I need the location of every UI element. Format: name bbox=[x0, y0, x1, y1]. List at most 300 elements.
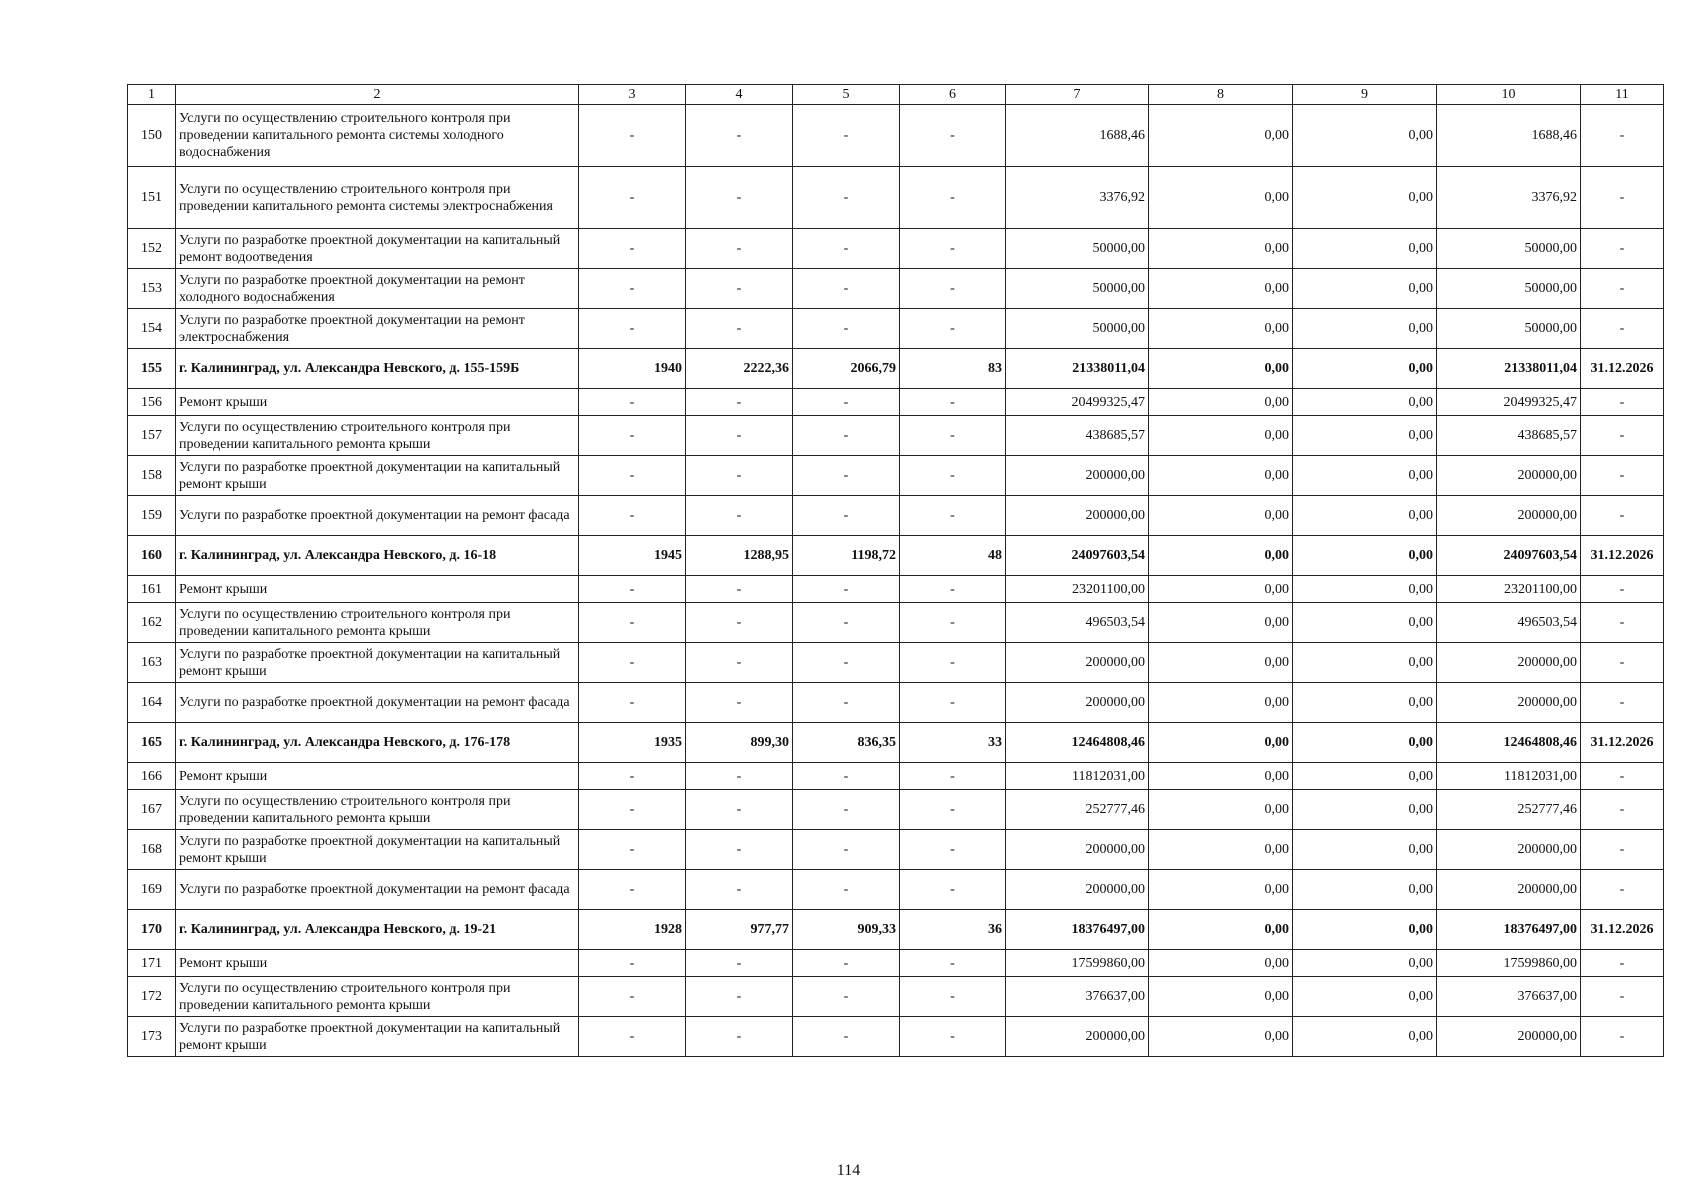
col-9-value: 0,00 bbox=[1293, 790, 1437, 830]
col-6-value: - bbox=[900, 496, 1006, 536]
row-name: Ремонт крыши bbox=[176, 763, 579, 790]
col-9-value: 0,00 bbox=[1293, 1017, 1437, 1057]
row-name: г. Калининград, ул. Александра Невского, д. 176-178 bbox=[176, 723, 579, 763]
col-5-value: - bbox=[793, 763, 900, 790]
col-6-value: - bbox=[900, 790, 1006, 830]
col-8-value: 0,00 bbox=[1149, 536, 1293, 576]
col-4-value: 899,30 bbox=[686, 723, 793, 763]
col-10-value: 200000,00 bbox=[1437, 870, 1581, 910]
col-4-value: - bbox=[686, 643, 793, 683]
col-4-value: - bbox=[686, 870, 793, 910]
col-11-value: - bbox=[1581, 309, 1664, 349]
col-5-value: - bbox=[793, 950, 900, 977]
header-cell-8: 8 bbox=[1149, 85, 1293, 105]
table-row bbox=[128, 1017, 1664, 1057]
col-10-value: 200000,00 bbox=[1437, 683, 1581, 723]
row-name: Услуги по разработке проектной документации на капитальный ремонт крыши bbox=[176, 643, 579, 683]
row-name: Услуги по разработке проектной документации на ремонт фасада bbox=[176, 870, 579, 910]
col-3-value: - bbox=[579, 576, 686, 603]
table-row bbox=[128, 870, 1664, 910]
col-11-value: - bbox=[1581, 229, 1664, 269]
table-row bbox=[128, 105, 1664, 167]
col-5-value: - bbox=[793, 977, 900, 1017]
table-row bbox=[128, 416, 1664, 456]
row-number: 152 bbox=[128, 229, 176, 269]
document-sheet bbox=[127, 84, 1663, 1057]
col-7-value: 24097603,54 bbox=[1006, 536, 1149, 576]
col-8-value: 0,00 bbox=[1149, 456, 1293, 496]
col-5-value: - bbox=[793, 389, 900, 416]
col-3-value: - bbox=[579, 416, 686, 456]
row-name: Услуги по осуществлению строительного контроля при проведении капитального ремонта крыши bbox=[176, 977, 579, 1017]
col-5-value: - bbox=[793, 105, 900, 167]
col-10-value: 12464808,46 bbox=[1437, 723, 1581, 763]
col-7-value: 17599860,00 bbox=[1006, 950, 1149, 977]
col-7-value: 50000,00 bbox=[1006, 309, 1149, 349]
col-4-value: - bbox=[686, 950, 793, 977]
col-4-value: - bbox=[686, 309, 793, 349]
header-cell-10: 10 bbox=[1437, 85, 1581, 105]
row-name: Ремонт крыши bbox=[176, 389, 579, 416]
row-name: Услуги по разработке проектной документации на ремонт электроснабжения bbox=[176, 309, 579, 349]
col-11-value: 31.12.2026 bbox=[1581, 349, 1664, 389]
header-cell-7: 7 bbox=[1006, 85, 1149, 105]
col-8-value: 0,00 bbox=[1149, 576, 1293, 603]
col-8-value: 0,00 bbox=[1149, 790, 1293, 830]
table-row bbox=[128, 977, 1664, 1017]
col-6-value: - bbox=[900, 309, 1006, 349]
col-9-value: 0,00 bbox=[1293, 977, 1437, 1017]
table-header bbox=[128, 85, 1664, 105]
col-6-value: 33 bbox=[900, 723, 1006, 763]
capital-repair-table bbox=[127, 84, 1664, 1057]
col-8-value: 0,00 bbox=[1149, 105, 1293, 167]
col-11-value: - bbox=[1581, 496, 1664, 536]
row-name: Услуги по осуществлению строительного контроля при проведении капитального ремонта системы электроснабжения bbox=[176, 167, 579, 229]
col-10-value: 20499325,47 bbox=[1437, 389, 1581, 416]
col-6-value: - bbox=[900, 1017, 1006, 1057]
col-9-value: 0,00 bbox=[1293, 950, 1437, 977]
col-10-value: 50000,00 bbox=[1437, 229, 1581, 269]
col-10-value: 11812031,00 bbox=[1437, 763, 1581, 790]
col-5-value: - bbox=[793, 603, 900, 643]
col-4-value: - bbox=[686, 830, 793, 870]
col-10-value: 21338011,04 bbox=[1437, 349, 1581, 389]
row-number: 160 bbox=[128, 536, 176, 576]
col-4-value: 1288,95 bbox=[686, 536, 793, 576]
row-number: 168 bbox=[128, 830, 176, 870]
col-7-value: 20499325,47 bbox=[1006, 389, 1149, 416]
row-name: Услуги по осуществлению строительного контроля при проведении капитального ремонта системы холодного водоснабжения bbox=[176, 105, 579, 167]
col-6-value: - bbox=[900, 683, 1006, 723]
col-11-value: - bbox=[1581, 456, 1664, 496]
row-number: 171 bbox=[128, 950, 176, 977]
row-number: 169 bbox=[128, 870, 176, 910]
col-9-value: 0,00 bbox=[1293, 603, 1437, 643]
table-row bbox=[128, 309, 1664, 349]
row-number: 162 bbox=[128, 603, 176, 643]
col-3-value: - bbox=[579, 229, 686, 269]
col-3-value: - bbox=[579, 105, 686, 167]
col-7-value: 438685,57 bbox=[1006, 416, 1149, 456]
header-cell-4: 4 bbox=[686, 85, 793, 105]
col-8-value: 0,00 bbox=[1149, 416, 1293, 456]
header-cell-3: 3 bbox=[579, 85, 686, 105]
col-4-value: - bbox=[686, 269, 793, 309]
col-6-value: - bbox=[900, 389, 1006, 416]
row-name: Ремонт крыши bbox=[176, 576, 579, 603]
col-6-value: - bbox=[900, 950, 1006, 977]
col-11-value: - bbox=[1581, 389, 1664, 416]
col-8-value: 0,00 bbox=[1149, 229, 1293, 269]
row-number: 164 bbox=[128, 683, 176, 723]
col-6-value: - bbox=[900, 870, 1006, 910]
col-9-value: 0,00 bbox=[1293, 456, 1437, 496]
col-8-value: 0,00 bbox=[1149, 349, 1293, 389]
col-9-value: 0,00 bbox=[1293, 349, 1437, 389]
col-3-value: - bbox=[579, 950, 686, 977]
col-11-value: - bbox=[1581, 603, 1664, 643]
col-11-value: - bbox=[1581, 790, 1664, 830]
header-cell-5: 5 bbox=[793, 85, 900, 105]
col-9-value: 0,00 bbox=[1293, 830, 1437, 870]
header-cell-2: 2 bbox=[176, 85, 579, 105]
col-8-value: 0,00 bbox=[1149, 269, 1293, 309]
table-row bbox=[128, 496, 1664, 536]
col-9-value: 0,00 bbox=[1293, 723, 1437, 763]
row-number: 156 bbox=[128, 389, 176, 416]
row-number: 155 bbox=[128, 349, 176, 389]
row-name: г. Калининград, ул. Александра Невского, д. 16-18 bbox=[176, 536, 579, 576]
col-7-value: 12464808,46 bbox=[1006, 723, 1149, 763]
col-3-value: - bbox=[579, 456, 686, 496]
col-7-value: 200000,00 bbox=[1006, 1017, 1149, 1057]
col-6-value: - bbox=[900, 603, 1006, 643]
row-number: 154 bbox=[128, 309, 176, 349]
col-3-value: - bbox=[579, 389, 686, 416]
row-number: 153 bbox=[128, 269, 176, 309]
col-10-value: 200000,00 bbox=[1437, 456, 1581, 496]
col-5-value: 1198,72 bbox=[793, 536, 900, 576]
col-3-value: - bbox=[579, 603, 686, 643]
col-4-value: - bbox=[686, 229, 793, 269]
col-7-value: 200000,00 bbox=[1006, 830, 1149, 870]
col-8-value: 0,00 bbox=[1149, 683, 1293, 723]
table-row bbox=[128, 790, 1664, 830]
row-name: Услуги по разработке проектной документации на ремонт фасада bbox=[176, 683, 579, 723]
row-name: Услуги по разработке проектной документации на капитальный ремонт крыши bbox=[176, 830, 579, 870]
col-11-value: 31.12.2026 bbox=[1581, 723, 1664, 763]
col-9-value: 0,00 bbox=[1293, 870, 1437, 910]
col-11-value: - bbox=[1581, 683, 1664, 723]
col-9-value: 0,00 bbox=[1293, 309, 1437, 349]
col-8-value: 0,00 bbox=[1149, 723, 1293, 763]
col-4-value: - bbox=[686, 576, 793, 603]
col-4-value: - bbox=[686, 389, 793, 416]
row-number: 170 bbox=[128, 910, 176, 950]
table-row bbox=[128, 229, 1664, 269]
col-6-value: - bbox=[900, 167, 1006, 229]
col-3-value: 1940 bbox=[579, 349, 686, 389]
col-7-value: 200000,00 bbox=[1006, 496, 1149, 536]
col-10-value: 252777,46 bbox=[1437, 790, 1581, 830]
table-row bbox=[128, 167, 1664, 229]
col-10-value: 200000,00 bbox=[1437, 496, 1581, 536]
col-6-value: - bbox=[900, 456, 1006, 496]
col-8-value: 0,00 bbox=[1149, 167, 1293, 229]
col-11-value: - bbox=[1581, 167, 1664, 229]
table-row bbox=[128, 603, 1664, 643]
table-row bbox=[128, 950, 1664, 977]
col-9-value: 0,00 bbox=[1293, 167, 1437, 229]
row-number: 166 bbox=[128, 763, 176, 790]
col-3-value: 1945 bbox=[579, 536, 686, 576]
col-11-value: - bbox=[1581, 576, 1664, 603]
col-5-value: 909,33 bbox=[793, 910, 900, 950]
col-10-value: 17599860,00 bbox=[1437, 950, 1581, 977]
col-11-value: - bbox=[1581, 1017, 1664, 1057]
col-7-value: 11812031,00 bbox=[1006, 763, 1149, 790]
row-number: 157 bbox=[128, 416, 176, 456]
table-row bbox=[128, 576, 1664, 603]
col-10-value: 376637,00 bbox=[1437, 977, 1581, 1017]
row-number: 150 bbox=[128, 105, 176, 167]
table-row bbox=[128, 349, 1664, 389]
col-10-value: 24097603,54 bbox=[1437, 536, 1581, 576]
table-row bbox=[128, 389, 1664, 416]
col-6-value: - bbox=[900, 643, 1006, 683]
col-5-value: - bbox=[793, 496, 900, 536]
row-name: Услуги по разработке проектной документации на капитальный ремонт водоотведения bbox=[176, 229, 579, 269]
col-4-value: - bbox=[686, 977, 793, 1017]
col-8-value: 0,00 bbox=[1149, 830, 1293, 870]
col-4-value: 977,77 bbox=[686, 910, 793, 950]
col-10-value: 18376497,00 bbox=[1437, 910, 1581, 950]
header-row bbox=[128, 85, 1664, 105]
col-8-value: 0,00 bbox=[1149, 977, 1293, 1017]
col-5-value: 836,35 bbox=[793, 723, 900, 763]
col-9-value: 0,00 bbox=[1293, 229, 1437, 269]
col-10-value: 23201100,00 bbox=[1437, 576, 1581, 603]
row-name: Услуги по разработке проектной документации на капитальный ремонт крыши bbox=[176, 1017, 579, 1057]
col-7-value: 21338011,04 bbox=[1006, 349, 1149, 389]
col-5-value: 2066,79 bbox=[793, 349, 900, 389]
col-9-value: 0,00 bbox=[1293, 416, 1437, 456]
col-8-value: 0,00 bbox=[1149, 496, 1293, 536]
col-3-value: - bbox=[579, 830, 686, 870]
col-5-value: - bbox=[793, 576, 900, 603]
col-4-value: - bbox=[686, 496, 793, 536]
col-3-value: - bbox=[579, 167, 686, 229]
col-9-value: 0,00 bbox=[1293, 105, 1437, 167]
row-number: 151 bbox=[128, 167, 176, 229]
col-7-value: 1688,46 bbox=[1006, 105, 1149, 167]
col-7-value: 200000,00 bbox=[1006, 643, 1149, 683]
table-row bbox=[128, 763, 1664, 790]
col-4-value: - bbox=[686, 456, 793, 496]
col-5-value: - bbox=[793, 416, 900, 456]
col-8-value: 0,00 bbox=[1149, 763, 1293, 790]
col-7-value: 23201100,00 bbox=[1006, 576, 1149, 603]
col-5-value: - bbox=[793, 456, 900, 496]
header-cell-6: 6 bbox=[900, 85, 1006, 105]
col-8-value: 0,00 bbox=[1149, 309, 1293, 349]
col-10-value: 200000,00 bbox=[1437, 830, 1581, 870]
col-3-value: 1935 bbox=[579, 723, 686, 763]
col-11-value: - bbox=[1581, 950, 1664, 977]
col-5-value: - bbox=[793, 167, 900, 229]
col-4-value: - bbox=[686, 1017, 793, 1057]
col-9-value: 0,00 bbox=[1293, 536, 1437, 576]
col-11-value: 31.12.2026 bbox=[1581, 910, 1664, 950]
col-7-value: 3376,92 bbox=[1006, 167, 1149, 229]
col-5-value: - bbox=[793, 830, 900, 870]
col-11-value: 31.12.2026 bbox=[1581, 536, 1664, 576]
col-6-value: - bbox=[900, 105, 1006, 167]
row-name: Услуги по осуществлению строительного контроля при проведении капитального ремонта крыши bbox=[176, 416, 579, 456]
row-number: 167 bbox=[128, 790, 176, 830]
col-7-value: 200000,00 bbox=[1006, 870, 1149, 910]
col-9-value: 0,00 bbox=[1293, 576, 1437, 603]
col-4-value: - bbox=[686, 683, 793, 723]
col-10-value: 200000,00 bbox=[1437, 643, 1581, 683]
col-6-value: 83 bbox=[900, 349, 1006, 389]
col-6-value: 36 bbox=[900, 910, 1006, 950]
row-number: 172 bbox=[128, 977, 176, 1017]
col-11-value: - bbox=[1581, 977, 1664, 1017]
row-number: 163 bbox=[128, 643, 176, 683]
col-7-value: 18376497,00 bbox=[1006, 910, 1149, 950]
row-number: 159 bbox=[128, 496, 176, 536]
col-5-value: - bbox=[793, 790, 900, 830]
table-row bbox=[128, 269, 1664, 309]
col-3-value: - bbox=[579, 683, 686, 723]
col-8-value: 0,00 bbox=[1149, 603, 1293, 643]
header-cell-9: 9 bbox=[1293, 85, 1437, 105]
col-6-value: - bbox=[900, 229, 1006, 269]
row-number: 173 bbox=[128, 1017, 176, 1057]
col-9-value: 0,00 bbox=[1293, 496, 1437, 536]
col-5-value: - bbox=[793, 683, 900, 723]
row-name: г. Калининград, ул. Александра Невского, д. 155-159Б bbox=[176, 349, 579, 389]
col-9-value: 0,00 bbox=[1293, 763, 1437, 790]
row-number: 161 bbox=[128, 576, 176, 603]
col-11-value: - bbox=[1581, 643, 1664, 683]
table-row bbox=[128, 830, 1664, 870]
col-4-value: 2222,36 bbox=[686, 349, 793, 389]
col-3-value: - bbox=[579, 496, 686, 536]
col-6-value: - bbox=[900, 977, 1006, 1017]
col-9-value: 0,00 bbox=[1293, 910, 1437, 950]
table-row bbox=[128, 683, 1664, 723]
col-8-value: 0,00 bbox=[1149, 389, 1293, 416]
col-3-value: - bbox=[579, 1017, 686, 1057]
row-name: Услуги по осуществлению строительного контроля при проведении капитального ремонта крыши bbox=[176, 790, 579, 830]
col-10-value: 50000,00 bbox=[1437, 269, 1581, 309]
row-number: 165 bbox=[128, 723, 176, 763]
col-11-value: - bbox=[1581, 269, 1664, 309]
col-5-value: - bbox=[793, 309, 900, 349]
col-8-value: 0,00 bbox=[1149, 910, 1293, 950]
table-row bbox=[128, 536, 1664, 576]
col-10-value: 438685,57 bbox=[1437, 416, 1581, 456]
col-8-value: 0,00 bbox=[1149, 1017, 1293, 1057]
table-row bbox=[128, 643, 1664, 683]
col-9-value: 0,00 bbox=[1293, 269, 1437, 309]
col-4-value: - bbox=[686, 105, 793, 167]
col-11-value: - bbox=[1581, 830, 1664, 870]
row-name: Услуги по разработке проектной документации на ремонт холодного водоснабжения bbox=[176, 269, 579, 309]
col-10-value: 1688,46 bbox=[1437, 105, 1581, 167]
col-6-value: - bbox=[900, 830, 1006, 870]
col-3-value: - bbox=[579, 763, 686, 790]
col-8-value: 0,00 bbox=[1149, 870, 1293, 910]
col-3-value: - bbox=[579, 643, 686, 683]
col-9-value: 0,00 bbox=[1293, 389, 1437, 416]
col-5-value: - bbox=[793, 229, 900, 269]
col-11-value: - bbox=[1581, 870, 1664, 910]
col-9-value: 0,00 bbox=[1293, 643, 1437, 683]
col-5-value: - bbox=[793, 643, 900, 683]
row-number: 158 bbox=[128, 456, 176, 496]
table-body bbox=[128, 105, 1664, 1057]
page-number: 114 bbox=[836, 1162, 861, 1179]
col-6-value: 48 bbox=[900, 536, 1006, 576]
table-row bbox=[128, 723, 1664, 763]
col-8-value: 0,00 bbox=[1149, 643, 1293, 683]
col-7-value: 50000,00 bbox=[1006, 269, 1149, 309]
col-3-value: - bbox=[579, 269, 686, 309]
col-10-value: 496503,54 bbox=[1437, 603, 1581, 643]
col-7-value: 376637,00 bbox=[1006, 977, 1149, 1017]
col-4-value: - bbox=[686, 603, 793, 643]
col-11-value: - bbox=[1581, 416, 1664, 456]
col-5-value: - bbox=[793, 1017, 900, 1057]
col-6-value: - bbox=[900, 416, 1006, 456]
row-name: Услуги по разработке проектной документации на ремонт фасада bbox=[176, 496, 579, 536]
col-7-value: 200000,00 bbox=[1006, 456, 1149, 496]
col-6-value: - bbox=[900, 576, 1006, 603]
row-name: Услуги по разработке проектной документации на капитальный ремонт крыши bbox=[176, 456, 579, 496]
col-11-value: - bbox=[1581, 105, 1664, 167]
col-4-value: - bbox=[686, 416, 793, 456]
table-row bbox=[128, 456, 1664, 496]
col-4-value: - bbox=[686, 167, 793, 229]
col-8-value: 0,00 bbox=[1149, 950, 1293, 977]
col-10-value: 200000,00 bbox=[1437, 1017, 1581, 1057]
row-name: г. Калининград, ул. Александра Невского, д. 19-21 bbox=[176, 910, 579, 950]
col-5-value: - bbox=[793, 269, 900, 309]
col-6-value: - bbox=[900, 269, 1006, 309]
col-10-value: 50000,00 bbox=[1437, 309, 1581, 349]
header-cell-1: 1 bbox=[128, 85, 176, 105]
col-5-value: - bbox=[793, 870, 900, 910]
col-7-value: 496503,54 bbox=[1006, 603, 1149, 643]
col-11-value: - bbox=[1581, 763, 1664, 790]
row-name: Ремонт крыши bbox=[176, 950, 579, 977]
header-cell-11: 11 bbox=[1581, 85, 1664, 105]
col-9-value: 0,00 bbox=[1293, 683, 1437, 723]
col-4-value: - bbox=[686, 790, 793, 830]
col-3-value: - bbox=[579, 309, 686, 349]
col-7-value: 50000,00 bbox=[1006, 229, 1149, 269]
col-3-value: - bbox=[579, 977, 686, 1017]
col-3-value: - bbox=[579, 870, 686, 910]
col-3-value: 1928 bbox=[579, 910, 686, 950]
col-4-value: - bbox=[686, 763, 793, 790]
col-7-value: 252777,46 bbox=[1006, 790, 1149, 830]
row-name: Услуги по осуществлению строительного контроля при проведении капитального ремонта крыши bbox=[176, 603, 579, 643]
